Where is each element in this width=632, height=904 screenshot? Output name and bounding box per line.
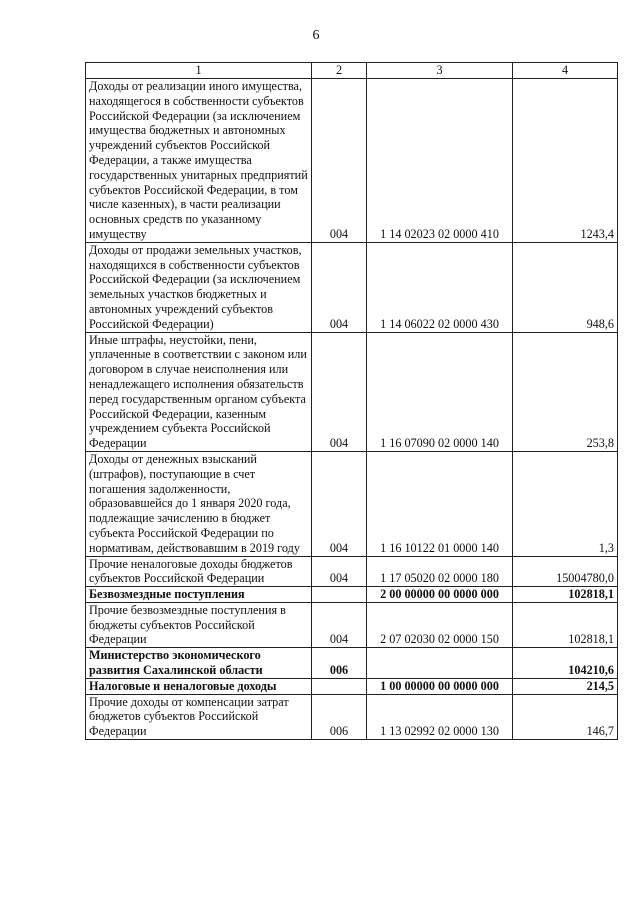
row-amount-cell: 15004780,0	[513, 556, 618, 587]
row-amount-cell: 1,3	[513, 451, 618, 556]
table-row	[86, 678, 618, 694]
row-name-cell: Доходы от продажи земельных участков, находящихся в собственности субъектов Российской Федерации (за исключением земельных участков бюджетных и автономных учреждений субъектов Российской Федерации)	[86, 242, 312, 332]
table-row	[86, 451, 618, 556]
row-budget-code-cell: 1 00 00000 00 0000 000	[367, 678, 513, 694]
row-budget-code-cell: 2 00 00000 00 0000 000	[367, 587, 513, 603]
table-row	[86, 648, 618, 679]
page-number: 6	[312, 28, 320, 43]
row-name-cell: Прочие неналоговые доходы бюджетов субъектов Российской Федерации	[86, 556, 312, 587]
row-budget-code-cell: 1 14 06022 02 0000 430	[367, 242, 513, 332]
row-admin-code-cell: 004	[312, 242, 367, 332]
row-admin-code-cell: 004	[312, 602, 367, 647]
table-row	[86, 242, 618, 332]
column-header-2: 2	[312, 63, 367, 79]
table-header-row	[86, 63, 618, 79]
row-name-cell: Иные штрафы, неустойки, пени, уплаченные в соответствии с законом или договором в случае неисполнения или ненадлежащего исполнения обязательств перед государственным органом субъекта Российской Федерации, казенным учреждением субъекта Российской Федерации	[86, 332, 312, 451]
row-budget-code-cell: 2 07 02030 02 0000 150	[367, 602, 513, 647]
row-budget-code-cell: 1 14 02023 02 0000 410	[367, 79, 513, 243]
table-row	[86, 602, 618, 647]
table-row	[86, 79, 618, 243]
row-admin-code-cell: 004	[312, 79, 367, 243]
row-name-cell: Налоговые и неналоговые доходы	[86, 678, 312, 694]
row-name-cell: Безвозмездные поступления	[86, 587, 312, 603]
row-amount-cell: 1243,4	[513, 79, 618, 243]
row-amount-cell: 948,6	[513, 242, 618, 332]
row-amount-cell: 214,5	[513, 678, 618, 694]
row-budget-code-cell: 1 13 02992 02 0000 130	[367, 694, 513, 739]
row-name-cell: Прочие доходы от компенсации затрат бюджетов субъектов Российской Федерации	[86, 694, 312, 739]
row-amount-cell: 102818,1	[513, 602, 618, 647]
row-name-cell: Министерство экономического развития Сахалинской области	[86, 648, 312, 679]
row-name-cell: Доходы от денежных взысканий (штрафов), поступающие в счет погашения задолженности, образовавшейся до 1 января 2020 года, подлежащие зачислению в бюджет субъекта Российской Федерации по нормативам, действовавшим в 2019 году	[86, 451, 312, 556]
row-amount-cell: 146,7	[513, 694, 618, 739]
revenue-table	[85, 62, 618, 740]
row-name-cell: Доходы от реализации иного имущества, находящегося в собственности субъектов Российской Федерации (за исключением имущества бюджетных и автономных учреждений субъектов Российской Федерации, а также имущества государственных унитарных предприятий субъектов Российской Федерации, в том числе казенных), в части реализации основных средств по указанному имуществу	[86, 79, 312, 243]
row-amount-cell: 102818,1	[513, 587, 618, 603]
row-admin-code-cell	[312, 678, 367, 694]
row-amount-cell: 104210,6	[513, 648, 618, 679]
row-admin-code-cell: 004	[312, 556, 367, 587]
row-budget-code-cell: 1 16 07090 02 0000 140	[367, 332, 513, 451]
column-header-3: 3	[367, 63, 513, 79]
row-name-cell: Прочие безвозмездные поступления в бюджеты субъектов Российской Федерации	[86, 602, 312, 647]
row-admin-code-cell: 004	[312, 451, 367, 556]
row-budget-code-cell	[367, 648, 513, 679]
row-budget-code-cell: 1 16 10122 01 0000 140	[367, 451, 513, 556]
row-admin-code-cell: 006	[312, 694, 367, 739]
column-header-4: 4	[513, 63, 618, 79]
row-amount-cell: 253,8	[513, 332, 618, 451]
table-row	[86, 694, 618, 739]
row-admin-code-cell	[312, 587, 367, 603]
column-header-1: 1	[86, 63, 312, 79]
table-row	[86, 587, 618, 603]
row-budget-code-cell: 1 17 05020 02 0000 180	[367, 556, 513, 587]
row-admin-code-cell: 006	[312, 648, 367, 679]
row-admin-code-cell: 004	[312, 332, 367, 451]
table-row	[86, 556, 618, 587]
table-row	[86, 332, 618, 451]
